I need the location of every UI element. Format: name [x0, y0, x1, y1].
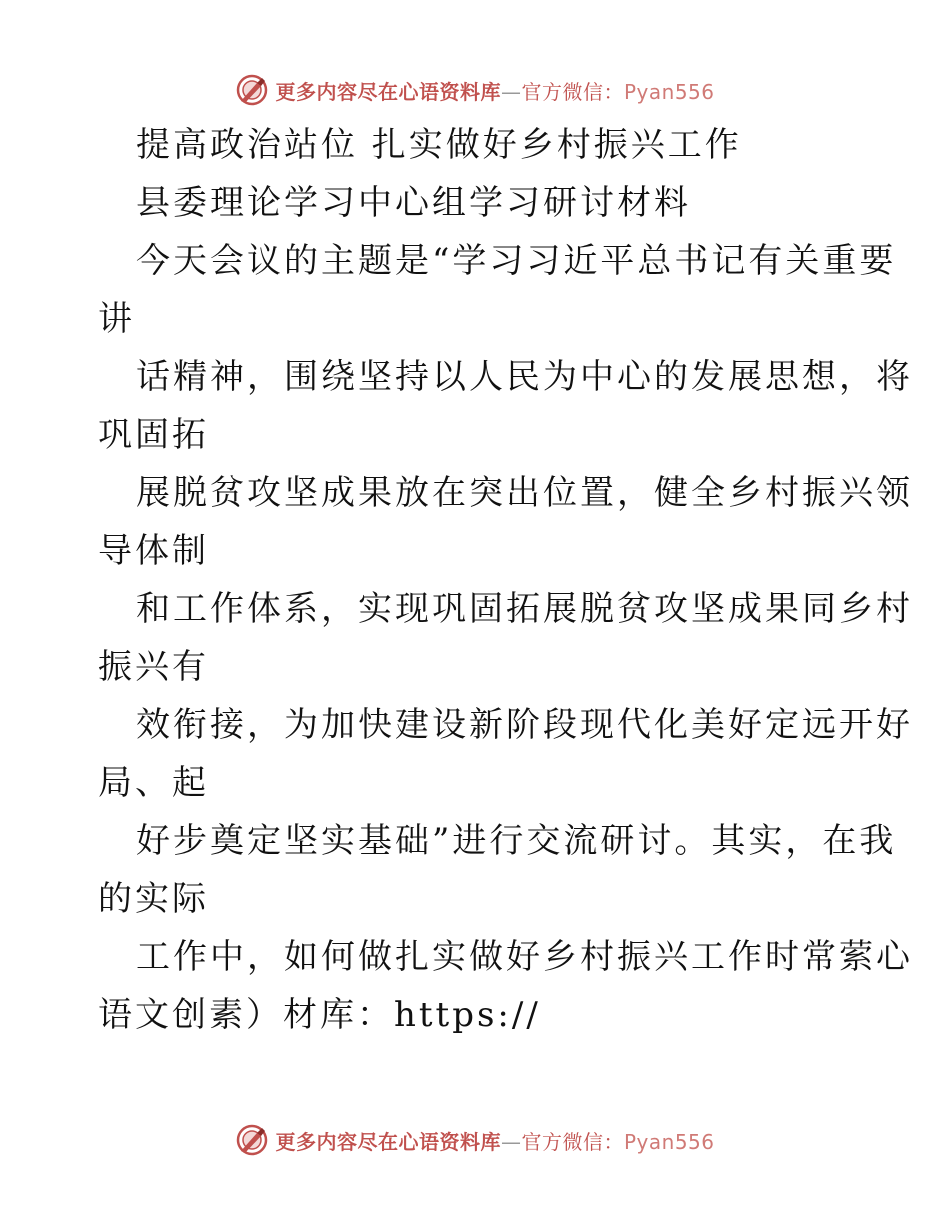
paragraph-line: 县委理论学习中心组学习研讨材料 [136, 183, 691, 223]
banner-text [275, 1126, 714, 1155]
banner-dash: — [500, 1129, 522, 1154]
paragraph-line: 局、起 [98, 763, 209, 803]
paragraph-line: 工作中，如何做扎实做好乡村振兴工作时常萦心 [136, 937, 913, 977]
paragraph-line: 的实际 [98, 879, 209, 919]
paragraph-line: 效衔接，为加快建设新阶段现代化美好定远开好 [136, 705, 913, 745]
banner-text [275, 76, 714, 105]
paragraph-line: 好步奠定坚实基础”进行交流研讨。其实，在我 [136, 821, 897, 861]
pen-logo-icon [235, 1123, 269, 1157]
banner-dash: — [500, 79, 522, 104]
paragraph-line: 讲 [98, 299, 135, 339]
banner-main-text: 更多内容尽在心语资料库 [275, 79, 501, 104]
paragraph-line: 提高政治站位 扎实做好乡村振兴工作 [136, 125, 742, 165]
footer-banner [0, 1120, 950, 1160]
paragraph-line: 话精神，围绕坚持以人民为中心的发展思想，将 [136, 357, 913, 397]
header-banner [0, 70, 950, 110]
banner-wechat-label: 官方微信： [521, 1129, 624, 1154]
paragraph-line: 导体制 [98, 531, 209, 571]
document-body [98, 116, 913, 1044]
paragraph-line: 巩固拓 [98, 415, 209, 455]
paragraph-line: 语文创素）材库：https:// [98, 995, 541, 1035]
banner-main-text: 更多内容尽在心语资料库 [275, 1129, 501, 1154]
paragraph-line: 振兴有 [98, 647, 209, 687]
banner-wechat-id: Pyan556 [623, 1129, 715, 1154]
paragraph-line: 和工作体系，实现巩固拓展脱贫攻坚成果同乡村 [136, 589, 913, 629]
pen-logo-icon [235, 73, 269, 107]
banner-wechat-id: Pyan556 [623, 79, 715, 104]
paragraph-line: 展脱贫攻坚成果放在突出位置，健全乡村振兴领 [136, 473, 913, 513]
paragraph-line: 今天会议的主题是“学习习近平总书记有关重要 [136, 241, 897, 281]
banner-wechat-label: 官方微信： [521, 79, 624, 104]
